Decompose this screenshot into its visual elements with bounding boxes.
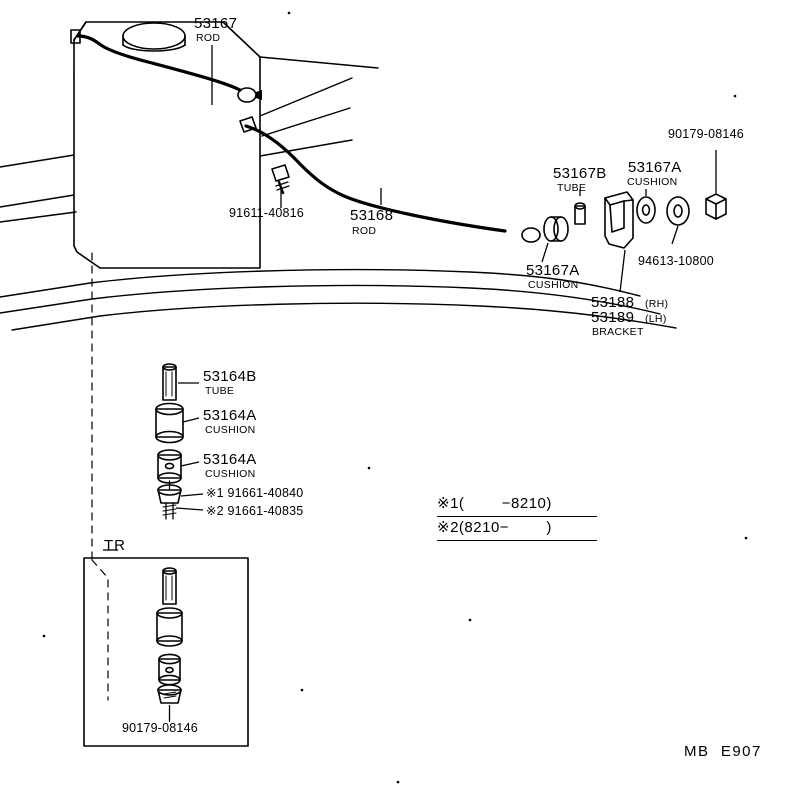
star-marker-2: ※2 xyxy=(206,504,224,518)
leader-91661-2 xyxy=(176,508,203,510)
leader-53164A-lower xyxy=(181,462,199,466)
part-sub-53167A-right: CUSHION xyxy=(627,176,678,188)
tr-inset-label: TR xyxy=(104,537,126,554)
part-sub-bracket: BRACKET xyxy=(592,326,644,338)
star-part-2 xyxy=(206,505,303,518)
star-code-2: 91661-40835 xyxy=(227,504,304,518)
leader-94613 xyxy=(672,226,678,244)
part-sub-53164A-upper: CUSHION xyxy=(205,424,256,436)
part-code-53167: 53167 xyxy=(194,15,238,32)
part-code-94613-10800: 94613-10800 xyxy=(638,254,714,268)
part-code-53188: 53188 xyxy=(591,294,635,311)
leader-53164A-upper xyxy=(183,418,199,422)
rod-53167 xyxy=(78,36,240,90)
part-code-90179-08146-tr: 90179-08146 xyxy=(122,721,198,735)
legend-divider-1 xyxy=(437,516,597,517)
part-code-53167B: 53167B xyxy=(553,165,607,182)
part-code-53164A-lower: 53164A xyxy=(203,451,257,468)
part-code-90179-08146-top: 90179-08146 xyxy=(668,127,744,141)
cushion-53167A-right xyxy=(637,197,655,223)
washer-94613-10800 xyxy=(667,197,689,225)
part-sub-53167: ROD xyxy=(196,32,221,44)
legend-divider-2 xyxy=(437,540,597,541)
part-code-91611-40816: 91611-40816 xyxy=(229,206,304,220)
part-sub-53167A-left: CUSHION xyxy=(528,279,579,291)
star-part-1 xyxy=(206,487,303,500)
tank-cap xyxy=(123,23,185,49)
bolt-91661-head xyxy=(158,490,181,503)
screw-91611-40816-head xyxy=(272,165,289,181)
legend-range-1: ( −8210) xyxy=(458,495,552,512)
tube-53164B xyxy=(163,367,176,400)
body-line-3 xyxy=(12,303,676,330)
part-code-53164A-upper: 53164A xyxy=(203,407,257,424)
rod-53168-end-eye xyxy=(522,228,540,242)
part-code-53189: 53189 xyxy=(591,309,635,326)
part-sub-53188: (RH) xyxy=(645,298,669,310)
legend-marker-1: ※1 xyxy=(437,495,459,512)
star-code-1: 91661-40840 xyxy=(227,486,304,500)
tank-body xyxy=(74,22,260,268)
rod-53167-end-eye xyxy=(238,88,256,102)
leader-53167A-left xyxy=(542,243,548,262)
part-code-53167A-left: 53167A xyxy=(526,262,580,279)
legend-range-2: (8210− ) xyxy=(458,519,552,536)
part-sub-53164B: TUBE xyxy=(205,385,235,397)
part-code-53168: 53168 xyxy=(350,207,394,224)
part-sub-53167B: TUBE xyxy=(557,182,587,194)
part-code-53167A-right: 53167A xyxy=(628,159,682,176)
guide-dashed-lower xyxy=(92,560,108,700)
part-sub-53164A-lower: CUSHION xyxy=(205,468,256,480)
tr-nut xyxy=(158,690,181,703)
legend-marker-2: ※2 xyxy=(437,519,459,536)
part-code-53164B: 53164B xyxy=(203,368,257,385)
leader-bracket xyxy=(620,250,625,292)
leader-91661-1 xyxy=(181,494,203,496)
part-sub-53168: ROD xyxy=(352,225,377,237)
part-sub-53189: (LH) xyxy=(645,313,667,325)
legend-row-2 xyxy=(437,520,552,536)
legend-row-1 xyxy=(437,496,552,512)
tr-tube xyxy=(163,571,176,604)
star-marker-1: ※1 xyxy=(206,486,224,500)
diagram-footer-code: MB E907 xyxy=(684,743,762,760)
